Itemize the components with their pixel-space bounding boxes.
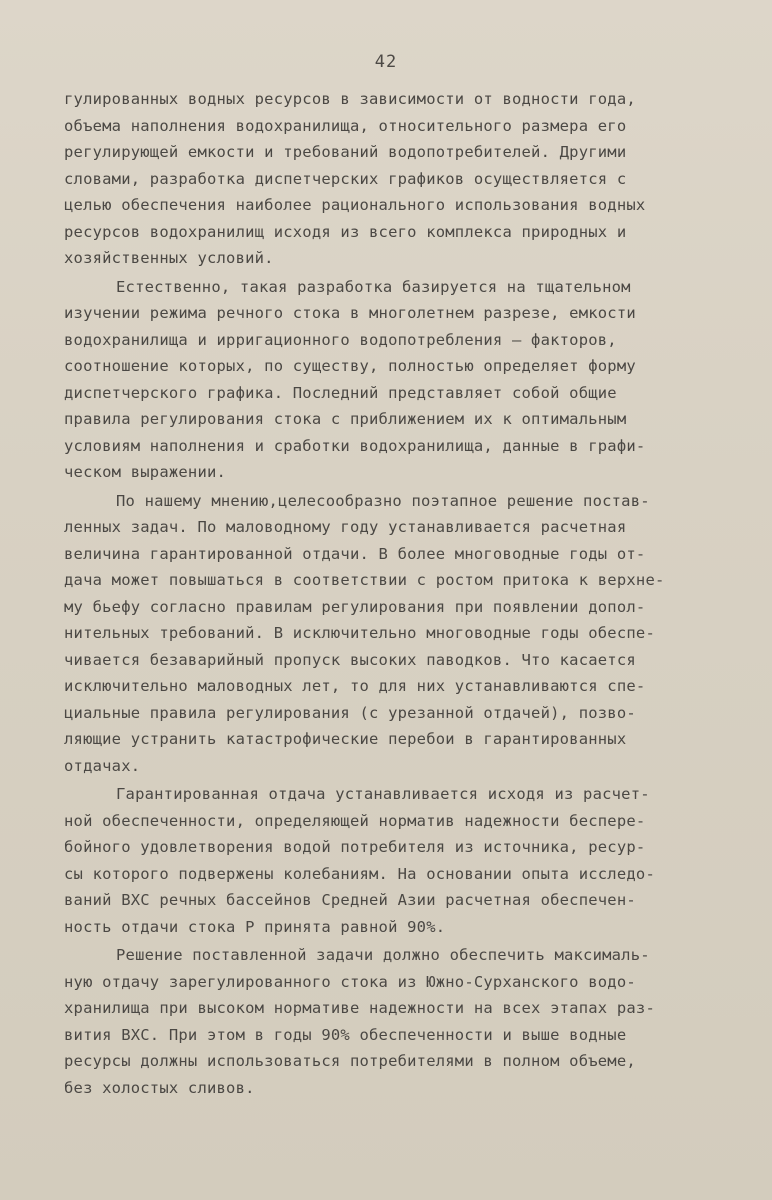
text-line: изучении режима речного стока в многолетнем разрезе, емкости <box>64 304 636 322</box>
paragraph-1 <box>64 86 714 272</box>
text-line: целью обеспечения наиболее рационального использования водных <box>64 196 646 214</box>
text-line: правила регулирования стока с приближением их к оптимальным <box>64 410 627 428</box>
text-line: чивается безаварийный пропуск высоких паводков. Что касается <box>64 650 636 669</box>
text-line: соотношение которых, по существу, полностью определяет форму <box>64 357 636 375</box>
text-line: ресурсы должны использоваться потребителями в полном объеме, <box>64 1052 636 1070</box>
text-line: величина гарантированной отдачи. В более многоводные годы от- <box>64 544 646 563</box>
text-line: словами, разработка диспетчерских графиков осуществляется с <box>64 169 627 188</box>
text-line: По нашему мнению,целесообразно поэтапное решение постав- <box>116 491 650 510</box>
text-line: гулированных водных ресурсов в зависимости от водности года, <box>64 90 636 108</box>
text-line: ческом выражении. <box>64 463 227 481</box>
text-line: дача может повышаться в соответствии с ростом притока к верхне- <box>64 571 665 589</box>
text-line: исключительно маловодных лет, то для них устанавливаются спе- <box>64 677 646 695</box>
text-line: отдачах. <box>64 756 141 775</box>
text-line: ресурсов водохранилищ исходя из всего комплекса природных и <box>64 222 627 241</box>
text-line: ваний ВХС речных бассейнов Средней Азии расчетная обеспечен- <box>64 891 636 909</box>
text-line: условиям наполнения и сработки водохранилища, данные в графи- <box>64 436 646 455</box>
text-line: регулирующей емкости и требований водопотребителей. Другими <box>64 143 627 161</box>
page-number: 42 <box>374 52 398 72</box>
text-line: хранилища при высоком нормативе надежности на всех этапах раз- <box>64 999 655 1017</box>
text-line: Естественно, такая разработка базируется на тщательном <box>116 277 631 296</box>
text-line: водохранилища и ирригационного водопотребления – факторов, <box>64 330 617 349</box>
text-line: диспетчерского графика. Последний представляет собой общие <box>64 383 617 402</box>
text-line: Решение поставленной задачи должно обеспечить максималь- <box>116 946 650 964</box>
text-line: объема наполнения водохранилища, относительного размера его <box>64 116 627 135</box>
text-line: бойного удовлетворения водой потребителя из источника, ресур- <box>64 838 646 856</box>
paragraph-2 <box>64 274 714 486</box>
paragraph-5 <box>64 942 714 1101</box>
paragraph-4 <box>64 781 714 940</box>
text-line: вития ВХС. При этом в годы 90% обеспеченности и выше водные <box>64 1025 627 1044</box>
text-line: ность отдачи стока Р принята равной 90%. <box>64 917 446 936</box>
text-line: циальные правила регулирования (с урезанной отдачей), позво- <box>64 703 636 722</box>
text-line: ляющие устранить катастрофические перебои в гарантированных <box>64 730 627 748</box>
text-line: нительных требований. В исключительно многоводные годы обеспе- <box>64 624 655 642</box>
text-line: хозяйственных условий. <box>64 249 274 267</box>
text-line: Гарантированная отдача устанавливается исходя из расчет- <box>116 785 650 803</box>
body-text <box>64 86 714 1101</box>
text-line: ленных задач. По маловодному году устанавливается расчетная <box>64 518 627 536</box>
text-line: му бьефу согласно правилам регулирования при появлении допол- <box>64 597 646 616</box>
text-line: сы которого подвержены колебаниям. На основании опыта исследо- <box>64 864 655 883</box>
text-line: ной обеспеченности, определяющей норматив надежности беспере- <box>64 811 646 830</box>
paragraph-3 <box>64 488 714 780</box>
text-line: ную отдачу зарегулированного стока из Южно-Сурханского водо- <box>64 972 636 991</box>
text-line: без холостых сливов. <box>64 1078 255 1097</box>
